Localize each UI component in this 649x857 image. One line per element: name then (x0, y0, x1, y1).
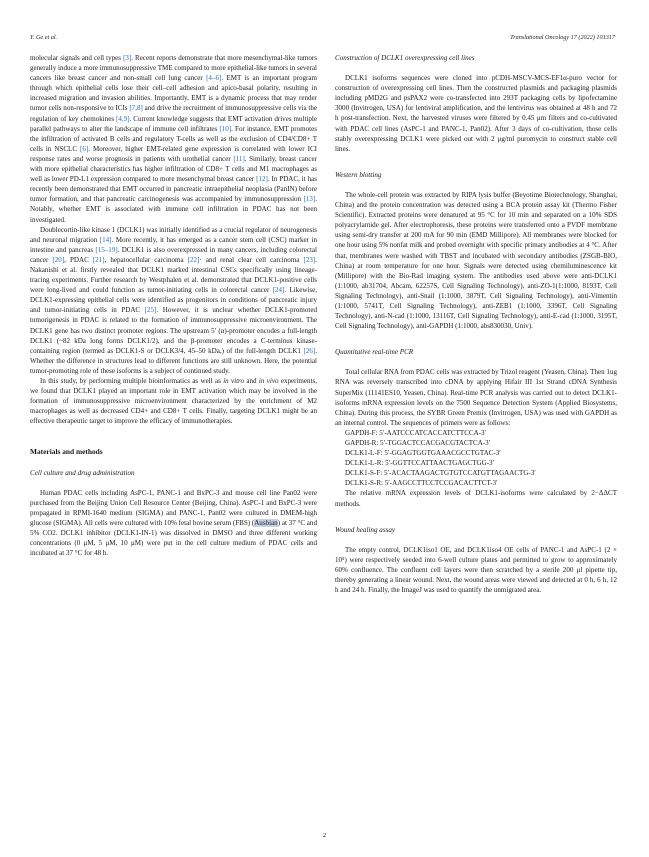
citation-link[interactable]: [4–6] (206, 74, 222, 83)
citation-link[interactable]: [3] (123, 54, 132, 62)
citation-link[interactable]: [21] (92, 255, 105, 264)
citation-link[interactable]: [25] (144, 306, 157, 315)
page-number: 2 (322, 832, 327, 839)
primer-sequence: DCLK1-L-F: 5′-GGAGTGGTGAAACGCCTGTAC-3′ (345, 449, 501, 458)
paragraph-dclk1-background: Doublecortin-like kinase 1 (DCLK1) was initially identified as a crucial regulator of neurogenesis and neuronal migration [14]. More recently, it has emerged as a cancer stem cell (CSC) marker in intestine and pancreas [15–19]. DCLK1 is also overexpressed in many cancers, including colorectal cancer [20], PDAC [21], hepatocellular carcinoma [22]· and renal clear cell carcinoma [23]. Nakanishi et al. firstly revealed that DCLK1 marked intestinal CSCs specifically using lineage-tracing experiments. Further research by Westphalen et al. demonstrated that DCLK1-positive cells were long-lived and could function as tumor-initiating cells in colorectal cancer [24]. Likewise, DCLK1-expressing epithelial cells were identified as progenitors in conditions of pancreatic injury and tumor-initiating cells in PDAC [25]. However, it is unclear whether DCLK1-promoted tumorigenesis in PDAC is related to the formation of immunosuppressive microenvironment. The DCLK1 gene has two distinct promoter regions. The upstream 5′ (α)-promoter encodes a full-length DCLK1 (~82 kDa long forms DCLK1/2), and the β-promoter encodes a C-terminus kinase-containing region (termed as DCLK1-S or DCLK3/4, 45–50 kDa,) of the full-length DCLK1 [26]. Whether the difference in structures lead to different functions are still unknown. Here, the potential tumor-promoting role of these isoforms is a subject of continued study. (30, 225, 318, 375)
subsection-title-wound: Wound healing assay (335, 525, 396, 534)
citation-link[interactable]: [12] (256, 175, 268, 184)
citation-link[interactable]: [10] (219, 124, 232, 133)
primer-sequence: GAPDH-R: 5′-TGGACTCCACGACGTACTCA-3′ (345, 439, 491, 447)
primer-sequence: DCLK1-S-F: 5′-ACACTAAGACTGTGTCCATGTTAGAACTG-3′ (345, 469, 536, 478)
paragraph-wound: The empty control, DCLK1iso1 OE, and DCLK1iso4 OE cells of PANC-1 and AsPC-1 (2 × 10⁵) were respectively seeded into 6-well culture plates and permitted to grow to approximately 60% confluence. The confluent cell layers were then scratched by a sterile 200 μl pipette tip, thereby generating a linear wound. Next, the wound areas were viewed and detected at 0 h, 6 h, 12 h and 24 h. Finally, the ImageJ was used to quantify the unmigrated area. (335, 545, 617, 595)
left-column (30, 53, 317, 558)
paragraph-pcr-calculation: The relative mRNA expression levels of DCLK1-isoforms were calculated by 2−ΔΔCT methods. (335, 489, 617, 508)
citation-link[interactable]: [23] (303, 255, 316, 264)
paragraph-pcr: Total cellular RNA from PDAC cells was extracted by Trizol reagent (Yeasen, China). Then 1ug RNA was reversely transcribed into cDNA by applying Hifair III 1st Strand cDNA Synthesis SuperMix (11141ES10, Yeasen, China). Real-time PCR analysis was carried out to detect DCLK1-isoforms mRNA expression levels on the 7500 Sequence Detection System (Applied Biosystems, China). During this process, the SYBR Green Premix (Invitrogen, USA) was used with GAPDH as an internal control. The sequences of primers were as follows: (335, 368, 617, 427)
citation-link[interactable]: [26] (303, 346, 316, 355)
paragraph-construction: DCLK1 isoforms sequences were cloned into pCDH-MSCV-MCS-EF1α-puro vector for construction of overexpressing cell lines. Then the constructed plasmids and packaging plasmids including pMD2G and psPAX2 were co-transfected into 293T packaging cells by lipofectamine 3000 (Invitrogen, USA) for lentiviral amplification, and the lentivirus was obtained at 48 h and 72 h post-transfection. Next, the harvested viruses were filtered by 0.45 μm filters and co-cultivated with PDAC cell lines (AsPC-1 and PANC-1, Pan02). After 3 days of co-cultivation, those cells stably overexpressing DCLK1 were picked out with 2 μg/ml puromycin to construct stable cell lines. (335, 74, 617, 153)
citation-link[interactable]: [22] (187, 255, 200, 264)
section-title-methods: Materials and methods (30, 447, 103, 457)
running-header-journal: Translational Oncology 17 (2022) 101317 (510, 34, 615, 41)
running-header-authors: Y. Ge et al. (30, 34, 58, 41)
paragraph-study-summary: In this study, by performing multiple bioinformatics as well as in vitro and in vivo experiments, we found that DCLK1 played an important role in EMT activation which may be involved in the formation of immunosuppressive microenvironment characterized by the enrichment of M2 macrophages as well as decreased CD4+ and CD8+ T cells. Finally, targeting DCLK1 might be an effective therapeutic target to improve the efficacy of immunotherapies. (30, 377, 318, 426)
citation-link[interactable]: [11] (233, 154, 245, 163)
citation-link[interactable]: [14] (99, 235, 112, 244)
italic-term: in vivo (258, 377, 279, 385)
primer-sequence: GAPDH-F: 5′-AATCCCATCACCATCTTCCA-3′ (345, 428, 487, 437)
highlighted-term: Ausbian (254, 518, 278, 527)
primer-sequence: DCLK1-S-R: 5′-AAGCCTTCCTCCGACACTTCT-3′ (345, 479, 498, 488)
paragraph-emt-intro: molecular signals and cell types [3]. Recent reports demonstrate that more mesenchymal-like tumors generally induce a more immunosuppressive TME compared to more epithelial-like tumors in several cancers like breast cancer and non-small cell lung cancer [4–6]. EMT is an important program through which epithelial cells lose their cell–cell adhesion and apico-basal polarity, resulting in increased migration and invasion abilities. Importantly, EMT is a dynamic process that may render tumor cells non-responsive to ICIs [7,8] and drive the recruitment of immunosuppressive cells via the regulation of key chemokines [4,9]. Current knowledge suggests that EMT activation drives multiple parallel pathways to alter the landscape of immune cell infiltrates [10]. For instance, EMT promotes the infiltration of activated B cells and regulatory T-cells as well as the exclusion of CD4/CD8+ T cells in NSCLC [6]. Moreover, higher EMT-related gene expression is correlated with lower ICI response rates and worse prognosis in patients with urothelial cancer [11]. Similarly, breast cancer with more epithelial characteristics has higher infiltration of CD8+ T cells and M1 macrophages as well as lower PD-L1 expression compared to more mesenchymal breast cancer [12]. In PDAC, it has recently been demonstrated that EMT occurred in pancreatic intraepithelial neoplasia (PanIN) before tumor formation, and that pancreatic carcinogenesis was accompanied by immunosuppression [13]. Notably, whether EMT is associated with immune cell infiltration in PDAC has not been investigated. (30, 54, 318, 224)
citation-link[interactable]: [20] (52, 255, 65, 264)
citation-link[interactable]: [13] (303, 195, 316, 204)
citation-link[interactable]: [6] (80, 144, 89, 153)
citation-link[interactable]: [7,8] (129, 104, 143, 113)
citation-link[interactable]: [4,9] (116, 114, 130, 123)
citation-link[interactable]: [15–19] (95, 245, 118, 254)
subsection-title-western: Western blotting (335, 170, 382, 179)
subsection-title-pcr: Quantitative real-time PCR (335, 348, 414, 357)
subsection-title-cell-culture: Cell culture and drug administration (30, 468, 135, 477)
right-column (335, 53, 617, 595)
primer-sequence: DCLK1-L-R: 5′-GGTTCCATTAACTGAGCTGG-3′ (345, 459, 495, 468)
citation-link[interactable]: [24] (272, 286, 285, 295)
subsection-title-construction: Construction of DCLK1 overexpressing cell lines (335, 54, 475, 62)
paragraph-western: The whole-cell protein was extracted by RIPA lysis buffer (Beyotime Biotechnology, Shanghai, China) and the protein concentration was detected using a BCA protein assay kit (Thermo Fisher Scientific). Extracted proteins were denatured at 95 °C for 10 min and separated on a 10% SDS polyacrylamide gel. After electrophoresis, these proteins were transferred onto a PVDF membrane using semi-dry transfer at 200 mA for 90 min (EMD Millipore). All membranes were blocked for one hour using 5% nonfat milk and probed overnight with specific primary antibodies at 4 °C. After that, membranes were washed with TBST and incubated with secondary antibodies (ZSGB-BIO, China) at room temperature for one hour. Signals were detected using chemiluminescence kit (Millipore) with the Bio-Rad imaging system. The antibodies used above were anti-DCLK1 (1:1000, ab31704, Abcam, 62257S, Cell Signaling Technology), anti-ZO-1(1:1000, 8193T, Cell Signaling Technology), anti-Snail (1:1000, 3879T, Cell Signaling Technology), anti-Vimentin (1:1000, 5741T, Cell Signaling Technology), anti-ZEB1 (1:1000, 3396T, Cell Signaling Technology), anti-N-cad (1:1000, 13116T, Cell Signaling Technology), anti-E-cad (1:1000, 3195T, Cell Signaling Technology), anti-GAPDH (1:1000, abs830030, Univ). (335, 190, 617, 331)
paragraph-cell-culture: Human PDAC cells including AsPC-1, PANC-1 and BxPC-3 and mouse cell line Pan02 were purchased from the Beijing Union Cell Resource Center (Beijing, China). AsPC-1 and BxPC-3 were propagated in RPMI-1640 medium (SIGMA) and PANC-1, Pan02 were cultured in DMEM-high glucose (SIGMA). All cells were cultured with 10% fetal bovine serum (FBS) (Ausbian) at 37 °C and 5% CO2. DCLK1 inhibitor (DCLK1-IN-1) was dissolved in DMSO and three different working concentrations (0 μM, 5 μM, 10 μM) were put in the cell culture medium of PDAC cells and incubated at 37 °C for 48 h. (30, 488, 317, 558)
italic-term: in vitro (223, 377, 245, 385)
